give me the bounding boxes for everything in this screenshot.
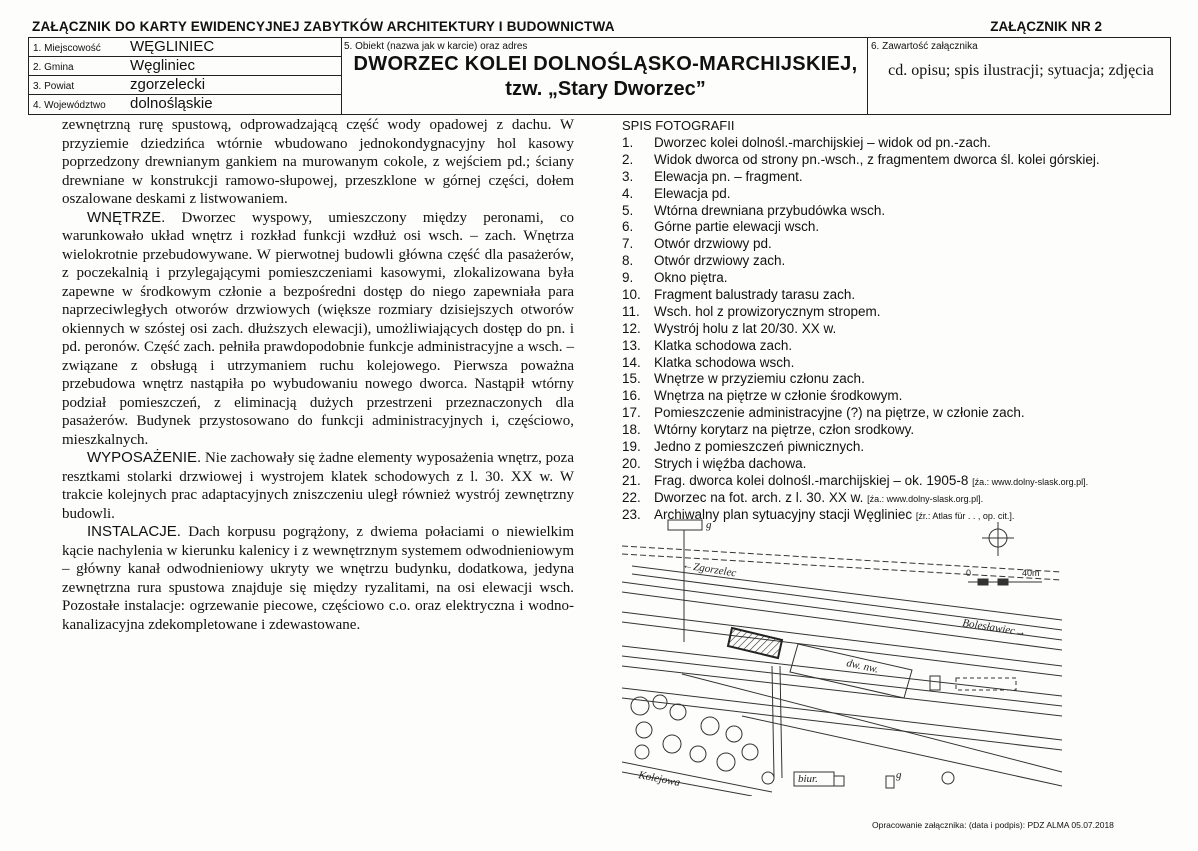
map-track: [622, 688, 1062, 740]
photo-number: 18.: [622, 422, 641, 438]
photo-list-item: [622, 135, 1182, 152]
photo-caption-text: Fragment balustrady tarasu zach.: [654, 287, 856, 303]
photo-caption: [654, 287, 855, 304]
attachment-number: ZAŁĄCZNIK NR 2: [990, 19, 1102, 34]
map-track: [742, 716, 1062, 786]
photo-list-item: [622, 219, 1182, 236]
photo-caption-text: Otwór drzwiowy pd.: [654, 236, 772, 252]
map-label-new-station: dw. nw.: [845, 657, 880, 676]
photo-list-item: [622, 355, 1182, 372]
photo-caption: [654, 152, 1100, 169]
photo-list-item: [622, 439, 1182, 456]
photo-number: 3.: [622, 168, 634, 184]
map-building: [668, 520, 702, 530]
contents-value: cd. opisu; spis ilustracji; sytuacja; zdjęcia: [888, 62, 1154, 79]
photo-caption: [654, 253, 785, 270]
paragraph-installations: [62, 523, 574, 634]
photo-caption-text: Klatka schodowa zach.: [654, 337, 793, 353]
photo-caption-text: Wnętrze w przyziemiu członu zach.: [654, 371, 865, 387]
photo-caption-text: Okno piętra.: [654, 270, 728, 286]
photo-caption: [654, 355, 794, 372]
map-tree: [742, 744, 758, 760]
photo-list-item: [622, 186, 1182, 203]
photo-caption: [654, 135, 991, 152]
object-label: 5. Obiekt (nazwa jak w karcie) oraz adres: [344, 41, 528, 52]
photo-list-title: SPIS FOTOGRAFII: [622, 118, 735, 133]
map-label-office: biur.: [798, 773, 818, 785]
object-subtitle: tzw. „Stary Dworzec”: [505, 78, 706, 100]
photo-list-item: [622, 338, 1182, 355]
photo-list-item: [622, 388, 1182, 405]
photo-number: 11.: [622, 303, 640, 319]
map-track: [622, 612, 1062, 666]
photo-caption-text: Wsch. hol z prowizorycznym stropem.: [654, 303, 881, 319]
photo-caption-text: Wtórna drewniana przybudówka wsch.: [654, 202, 886, 218]
map-scale-start: 0: [966, 568, 972, 578]
photo-caption-text: Archiwalny plan sytuacyjny stacji Węgliniec: [654, 506, 916, 522]
photo-number: 15.: [622, 371, 641, 387]
photo-number: 9.: [622, 270, 634, 286]
map-label-g: g: [896, 769, 902, 781]
photo-list-item: [622, 473, 1182, 490]
object-title: DWORZEC KOLEI DOLNOŚLĄSKO-MARCHIJSKIEJ,: [353, 53, 858, 75]
photo-caption-text: Wtórny korytarz na piętrze, człon srodkowy.: [654, 422, 915, 438]
photo-number: 7.: [622, 236, 634, 252]
photo-list-item: [622, 253, 1182, 270]
photo-caption-text: Frag. dworca kolei dolnośl.-marchijskiej – ok. 1905-8: [654, 472, 973, 488]
paragraph-interior: [62, 209, 574, 450]
map-tree: [690, 746, 706, 762]
form-value: Węgliniec: [130, 57, 196, 74]
map-building: [930, 676, 940, 690]
map-scale-bar: [998, 579, 1008, 585]
map-building-new-station: [790, 644, 912, 698]
form-label: 4. Województwo: [33, 100, 106, 111]
map-label-west: ←Zgorzelec: [681, 559, 738, 580]
photo-caption: [654, 388, 902, 405]
photo-list-item: [622, 152, 1182, 169]
photo-caption: [654, 371, 865, 388]
paragraph-equipment: [62, 449, 574, 523]
attachment-header: ZAŁĄCZNIK DO KARTY EWIDENCYJNEJ ZABYTKÓW ARCHITEKTURY I BUDOWNICTWA: [32, 19, 615, 34]
photo-number: 23.: [622, 506, 641, 522]
photo-list-item: [622, 203, 1182, 220]
photo-caption: [654, 219, 819, 236]
photo-number: 19.: [622, 439, 641, 455]
map-track: [622, 646, 1062, 696]
photo-caption: [654, 304, 881, 321]
photo-number: 8.: [622, 253, 634, 269]
photo-caption: [654, 169, 803, 186]
photo-number: 2.: [622, 151, 634, 167]
map-tree: [670, 704, 686, 720]
map-tree: [762, 772, 774, 784]
form-table: [28, 37, 1171, 115]
map-building: [956, 678, 1016, 690]
footer-credit: Opracowanie załącznika: (data i podpis): PDZ ALMA 05.07.2018: [872, 820, 1114, 830]
map-track: [682, 674, 1062, 772]
map-path: [780, 666, 782, 778]
map-label-street: Kolejowa: [637, 769, 682, 789]
photo-caption: [654, 270, 728, 287]
form-row-county: [29, 76, 341, 95]
map-tree: [635, 745, 649, 759]
photo-caption-text: Wnętrza na piętrze w członie środkowym.: [654, 388, 903, 404]
map-tree: [663, 735, 681, 753]
photo-caption: [654, 186, 731, 203]
map-north-arrow: [982, 522, 1014, 556]
photo-number: 6.: [622, 219, 634, 235]
photo-number: 13.: [622, 337, 641, 353]
photo-caption-text: Strych i więźba dachowa.: [654, 455, 807, 471]
photo-caption-text: Otwór drzwiowy zach.: [654, 253, 786, 269]
photo-list-item: [622, 321, 1182, 338]
form-label: 1. Miejscowość: [33, 43, 101, 54]
map-track: [622, 666, 1062, 716]
form-value: WĘGLINIEC: [130, 38, 215, 55]
map-scale-end: 40m: [1022, 568, 1040, 578]
photo-number: 20.: [622, 455, 641, 471]
map-building: [834, 776, 844, 786]
form-row-voivodeship: [29, 95, 341, 114]
photo-list-item: [622, 287, 1182, 304]
photo-source: [źr.: Atlas für . . , op. cit.].: [915, 510, 1015, 521]
photo-caption: [654, 338, 792, 355]
photo-number: 4.: [622, 185, 634, 201]
contents-label: 6. Zawartość załącznika: [871, 41, 978, 52]
photo-caption-text: Dworzec kolei dolnośl.-marchijskiej – widok od pn.-zach.: [654, 135, 991, 150]
photo-list-item: [622, 422, 1182, 439]
photo-number: 14.: [622, 354, 641, 370]
photo-number: 17.: [622, 405, 641, 421]
map-label-g: g: [706, 519, 712, 531]
form-label: 2. Gmina: [33, 62, 74, 73]
site-plan-map: [622, 516, 1062, 796]
map-tree: [701, 717, 719, 735]
section-heading: WYPOSAŻENIE.: [87, 449, 202, 466]
photo-caption: [654, 490, 983, 507]
form-row-commune: [29, 57, 341, 76]
section-heading: INSTALACJE.: [87, 523, 181, 540]
photo-number: 1.: [622, 135, 634, 150]
photo-number: 16.: [622, 388, 641, 404]
photo-caption-text: Dworzec na fot. arch. z l. 30. XX w.: [654, 489, 868, 505]
map-tree: [717, 753, 735, 771]
photo-caption: [654, 422, 914, 439]
photo-caption: [654, 405, 1025, 422]
photo-caption-text: Widok dworca od strony pn.-wsch., z fragmentem dworca śl. kolei górskiej.: [654, 151, 1100, 167]
section-text: Nie zachowały się żadne elementy wyposażenia wnętrz, poza resztkami stolarki drzwiowej i wystrojem klatek schodowych z l. 30. XX w. W trakcie kolejnych prac adaptacyjnych zniszczeniu uległ również wystrój zewnętrzny budowli.: [62, 450, 574, 522]
photo-number: 22.: [622, 489, 641, 505]
map-tree: [726, 726, 742, 742]
form-label: 3. Powiat: [33, 81, 75, 92]
section-heading: WNĘTRZE.: [87, 208, 166, 226]
photo-list-item: [622, 405, 1182, 422]
photo-list-item: [622, 304, 1182, 321]
photo-list-item: [622, 371, 1182, 388]
map-tree: [942, 772, 954, 784]
photo-number: 12.: [622, 320, 641, 336]
photo-number: 10.: [622, 287, 641, 303]
map-track: [622, 656, 1062, 706]
photo-list-item: [622, 490, 1182, 507]
form-value: zgorzelecki: [130, 76, 206, 93]
map-track: [622, 698, 1062, 750]
table-divider: [341, 38, 342, 114]
photo-list-item: [622, 456, 1182, 473]
table-divider: [867, 38, 868, 114]
photo-source: [źa.: www.dolny-slask.org.pl].: [972, 476, 1089, 487]
photo-number: 21.: [622, 472, 641, 488]
photo-caption-text: Górne partie elewacji wsch.: [654, 219, 820, 235]
map-old-station: [728, 628, 782, 658]
photo-caption: [654, 473, 1088, 490]
photo-caption-text: Elewacja pn. – fragment.: [654, 168, 803, 184]
photo-caption-text: Wystrój holu z lat 20/30. XX w.: [654, 320, 837, 336]
photo-caption: [654, 439, 864, 456]
photo-caption-text: Jedno z pomieszczeń piwnicznych.: [654, 439, 865, 455]
photo-caption-text: Elewacja pd.: [654, 185, 731, 201]
map-building: [886, 776, 894, 788]
photo-number: 5.: [622, 202, 634, 218]
paragraph-exterior: zewnętrzną rurę spustową, odprowadzającą część wody opadowej z dachu. W przyziemie dziedzińca wtórnie wbudowano jednokondygnacyjny hol kasowy poprzedzony drewnianym gankiem na murowanym cokole, z wejściem pd.; ściany drewniane w konstrukcji ramowo-słupowej, przeszklone w górnej części, dołem oszalowane deskami z listwowaniem.: [62, 117, 574, 207]
photo-caption: [654, 321, 836, 338]
section-text: Dach korpusu pogrążony, z dwiema połaciami o niewielkim kącie nachylenia w kierunku kalenicy i z wewnętrznym systemem odwodnieniowym – główny kanał odwodnieniowy ukryty we wnętrzu budynku, dodatkowa, jedyna zewnętrzna rura spustowa znajduje się między ryzalitami, na osi elewacji wsch. Pozostałe instalacje: ogrzewanie piecowe, częściowo c.o. oraz elektryczna i wodno-kanalizacyjna zdekompletowane i zdewastowane.: [62, 524, 574, 633]
photo-list-item: [622, 270, 1182, 287]
map-scale-bar: [978, 579, 988, 585]
section-text: Dworzec wyspowy, umieszczony między peronami, co warunkowało układ wnętrz i rozkład funkcji wzdłuż osi wsch. – zach. Wnętrza wielokrotnie przebudowywane. W pierwotnej budowli główna część dla pasażerów, z poczekalnią i przylegającymi pomieszczeniami kasowymi, zlokalizowana była zapewne w środkowym członie a bezpośredni dostęp do niego zapewniała para naprzeciwległych otworów drzwiowych (większe rozmiary dzisiejszych otworów okiennych w szóstej osi zach. dłuższych elewacji), umożliwiających dostęp do pn. i pd. peronów. Część zach. pełniła prawdopodobnie funkcje administracyjne a wsch. – związane z obsługą i utrzymaniem ruchu kolejowego. Pierwsza poważna przebudowa wnętrz nastąpiła po wybudowaniu nowego dworca. Nastąpił wtórny podział pomieszczeń, z eliminacją dużych przestrzeni przeznaczonych dla pasażerów. Budynek przystosowano do funkcji administracyjnych i, częściowo, mieszkalnych.: [62, 209, 574, 448]
map-tree: [636, 722, 652, 738]
form-row-locality: [29, 38, 341, 57]
photo-caption-text: Klatka schodowa wsch.: [654, 354, 795, 370]
photo-caption-text: Pomieszczenie administracyjne (?) na piętrze, w członie zach.: [654, 405, 1025, 421]
photo-caption: [654, 203, 885, 220]
description-text: [62, 116, 574, 634]
photo-list-item: [622, 236, 1182, 253]
photo-list-item: [622, 169, 1182, 186]
map-label-east: Bolesławiec→: [961, 617, 1027, 639]
photo-list: [622, 118, 1182, 523]
form-value: dolnośląskie: [130, 95, 213, 112]
photo-caption: [654, 236, 772, 253]
photo-source: [źa.: www.dolny-slask.org.pl].: [867, 493, 984, 504]
photo-caption: [654, 456, 806, 473]
